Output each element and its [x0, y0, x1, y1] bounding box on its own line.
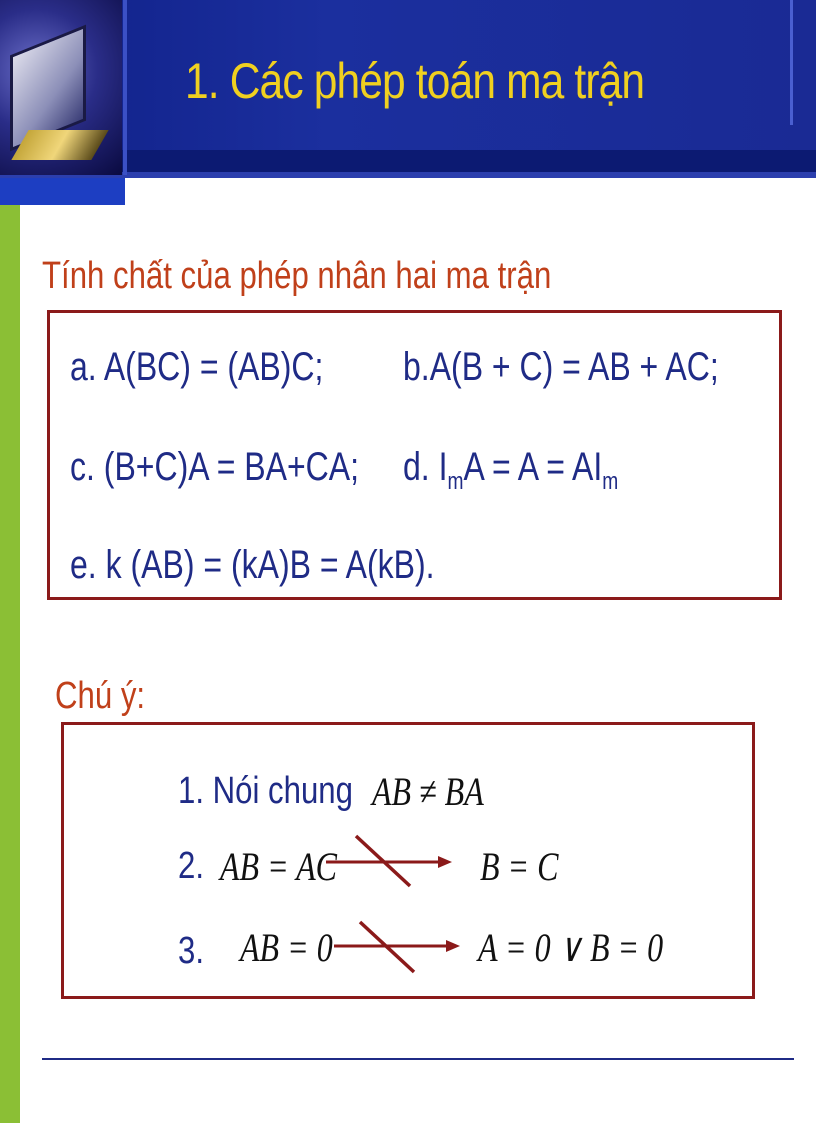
note-heading: Chú ý: — [55, 675, 146, 717]
note-1-math: AB ≠ BA — [372, 769, 484, 814]
bottom-rule — [42, 1058, 794, 1060]
note-3-rhs: A = 0 ∨ B = 0 — [478, 925, 664, 970]
not-implies-arrow-icon — [320, 830, 455, 890]
property-d — [403, 445, 618, 496]
property-c: c. (B+C)A = BA+CA; — [70, 445, 359, 489]
not-implies-arrow-icon — [330, 916, 465, 976]
slide-title: 1. Các phép toán ma trận — [185, 53, 645, 109]
property-d-label: d. I — [403, 445, 448, 489]
header-right-line — [790, 0, 793, 125]
note-3-lhs: AB = 0 — [240, 925, 333, 970]
property-a: a. A(BC) = (AB)C; — [70, 345, 324, 389]
note-3-label: 3. — [178, 930, 204, 972]
property-d-mid: A = A = AI — [463, 445, 603, 489]
property-e: e. k (AB) = (kA)B = A(kB). — [70, 543, 435, 587]
property-b: b.A(B + C) = AB + AC; — [403, 345, 719, 389]
computer-monitor-icon — [0, 0, 122, 175]
section-heading: Tính chất của phép nhân hai ma trận — [42, 255, 552, 297]
note-2-label: 2. — [178, 845, 204, 887]
left-accent-bar — [0, 205, 20, 1123]
note-1-label: 1. Nói chung — [178, 770, 353, 812]
property-d-sub1: m — [447, 468, 464, 495]
note-2-rhs: B = C — [480, 844, 559, 889]
header-divider — [123, 0, 127, 175]
monitor-keyboard — [11, 130, 108, 160]
note-2-lhs: AB = AC — [220, 844, 337, 889]
corner-accent-block — [0, 178, 125, 205]
property-d-sub2: m — [602, 468, 619, 495]
